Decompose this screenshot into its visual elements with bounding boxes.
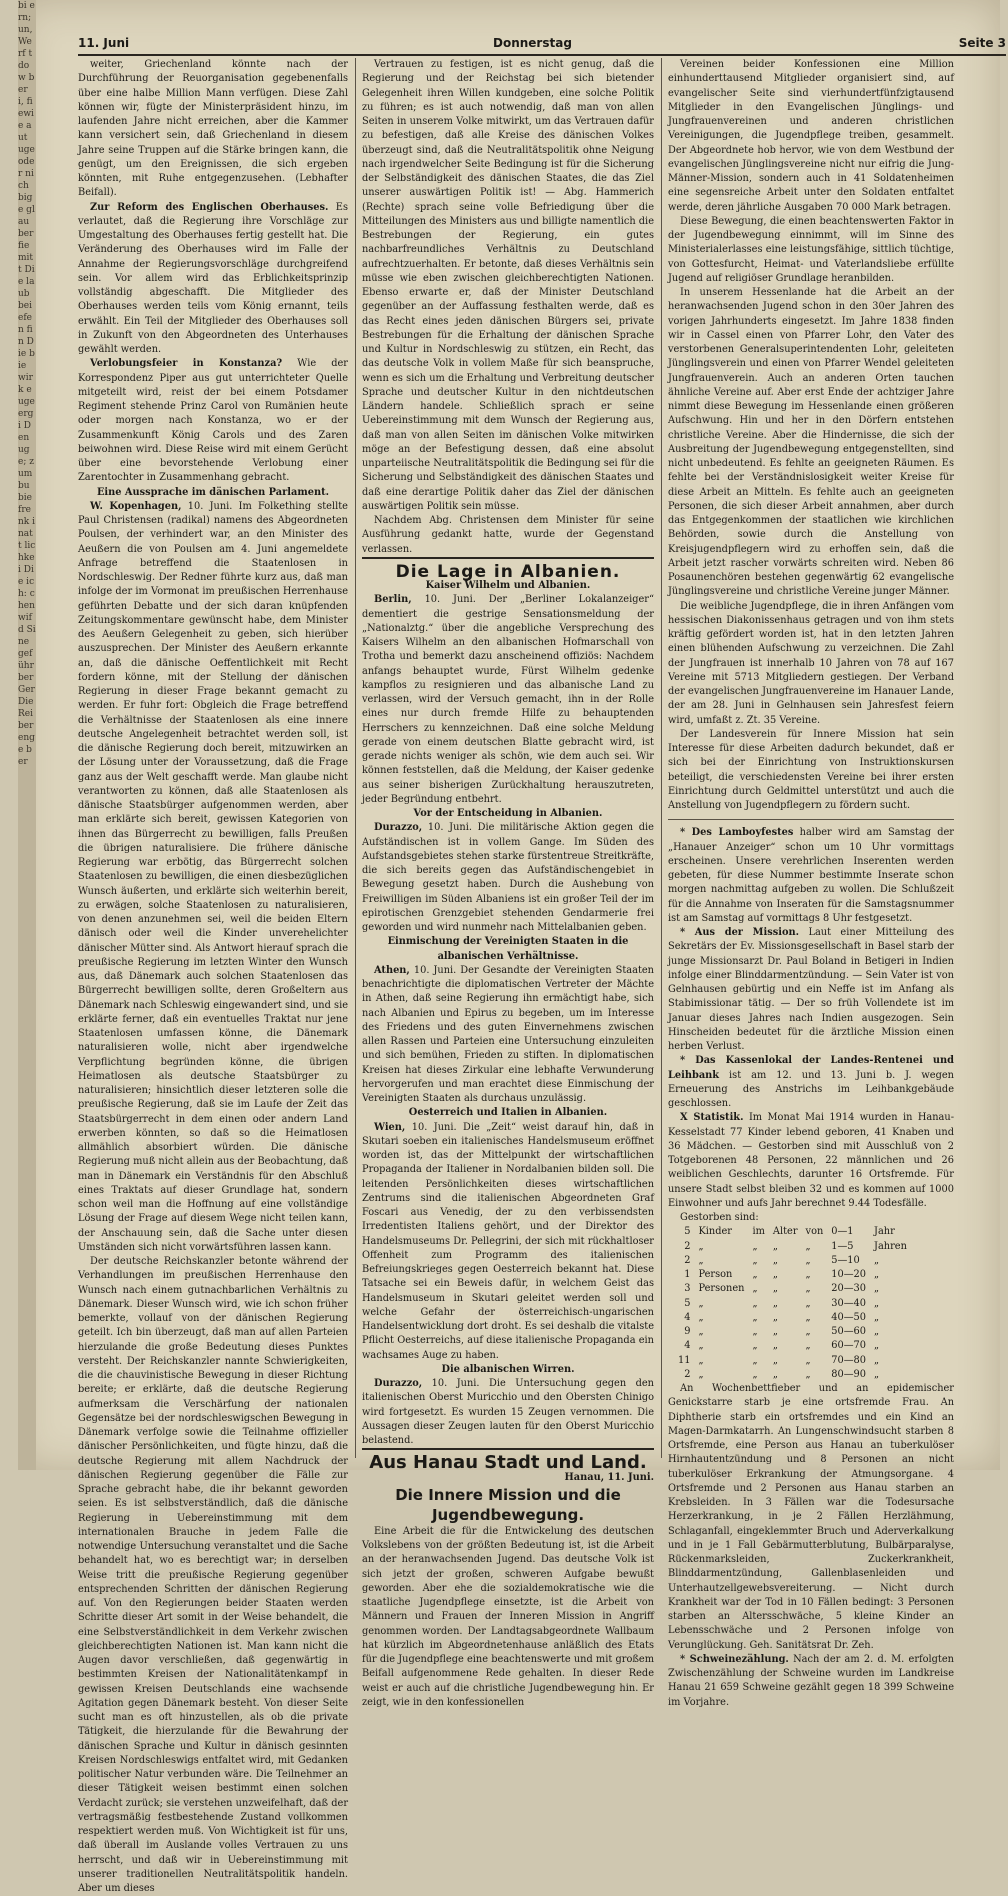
- table-row: [674, 1254, 911, 1268]
- section-heading: Oesterreich und Italien in Albanien.: [408, 1107, 608, 1119]
- table-cell: „: [752, 1311, 758, 1323]
- table-cell: 5: [684, 1226, 691, 1238]
- table-cell: „: [874, 1311, 880, 1323]
- table-cell: 50—60: [831, 1326, 867, 1337]
- table-cell: „: [874, 1283, 880, 1295]
- paragraph: [78, 201, 348, 358]
- paragraph: [362, 593, 654, 807]
- table-row: [674, 1282, 911, 1296]
- table-row: [674, 1354, 911, 1368]
- table-cell: „: [805, 1368, 811, 1380]
- section-heading: Die albanischen Wirren.: [441, 1363, 575, 1375]
- article-body: 10. Juni. Die militärische Aktion gegen die Aufständischen ist in vollem Gange. Im Süden des Aufstandsgebietes stehen starke fürstentreue Streitkräfte, die sich bereits gegen das Aufständischengebiet in Bewegung gesetzt haben. Durch die Aushebung von Freiwilligen im Süden Albaniens ist ein großer Teil der im epirotischen Grenzgebiet stehenden Gendarmerie frei geworden und wird nunmehr nach Mittelalbanien geben.: [362, 822, 654, 933]
- paragraph: [668, 1054, 954, 1111]
- dateline-place: Durazzo,: [374, 1378, 423, 1389]
- table-cell: „: [752, 1326, 758, 1337]
- table-cell: Jahr: [874, 1226, 895, 1238]
- table-cell: 2: [684, 1240, 691, 1252]
- article-body: 10. Juni. Die „Zeit“ weist darauf hin, daß in Skutari soeben ein italienisches Handelsmuseum eröffnet worden ist, das der Mittelpunkt der wirtschaftlichen Propaganda der Italiener in Nordalbanien bilden soll. Die leitenden Persönlichkeiten dieses wirtschaftlichen Zentrums sind die italienischen Abgeordneten Graf Foscari aus Venedig, der zu den verbissendsten Irredentisten Italiens gehört, und der Direktor des Handelsmuseums Dr. Pellegrini, der sich mit rückhaltloser Offenheit zum Programm des italienischen Befreiungskrieges gegen Oesterreich bekannt hat. Diese Tatsache sei ein Beweis dafür, in welchem Geist das Handelsmuseum in Skutari geleitet werden soll und welche Gefahr der österreichisch-ungarischen Handelsentwicklung dort droht. Es sei deshalb die vitalste Pflicht Oesterreichs, auf diese italienische Propaganda ein wachsames Auge zu haben.: [362, 1121, 654, 1361]
- dateline-place: Durazzo,: [374, 822, 423, 834]
- paragraph: An Wochenbettfieber und an epidemischer Genickstarre starb je eine ortsfremde Frau. An Diphtherie starb ein ortsfremdes und ein Kind an Magen-Darmkatarrh. An Lungenschwindsucht starben 8 Ortsfremde, eine Person aus Hanau an tuberkulöser Hirnhautentzündung und 8 Personen an nicht tuberkulöser Erkrankung der Atmungsorgane. 4 Ortsfremde und 2 Personen aus Hanau starben an Krebsleiden. In 3 Fällen war die Todesursache Herzerkrankung, in je 2 Fällen Herzlähmung, Schlaganfall, eingeklemmter Bruch und Aderverkalkung und in je 1 Fall Gebärmutterblutung, Bulbärparalyse, Rückenmarksleiden, Zuckerkrankheit, Blinddarmentzündung, Gallenblasenleiden und Unterhautzellgewebsvereiterung. — Nicht durch Krankheit war der Tod in 10 Fällen bedingt: 3 Personen starben an Altersschwäche, 5 kleine Kinder an Lebensschwäche und 2 Personen infolge von Verunglückung. Geh. Sanitätsrat Dr. Zeh.: [668, 1383, 954, 1651]
- table-cell: „: [874, 1354, 880, 1366]
- paragraph: Vertrauen zu festigen, ist es nicht genug, daß die Regierung und der Reichstag bei sich bietender Gelegenheit ihren Willen kundgeben, eine solche Politik zu führen; es ist auch notwendig, daß man von allen Seiten in unserem Volke mitwirkt, um das Vertrauen dafür zu befestigen, daß alle Kreise des dänischen Volkes überzeugt sind, daß die Neutralitätspolitik ohne Neigung nach irgendwelcher Seite Bedingung ist für die Sicherung der Selbständigkeit des dänischen Staates, die das Ziel unserer auswärtigen Politik ist! — Abg. Hammerich (Rechte) sprach seine volle Befriedigung über die Mitteilungen des Ministers aus und billigte namentlich die Bestrebungen der Regierung, ein gutes nachbarfreundliches Verhältnis zu Deutschland aufrechtzuerhalten. Er betonte, daß dieses Verhältnis sein müsse wie eben zwischen gleichberechtigten Nationen. Ebenso erwarte er, daß der Minister Deutschland gegenüber an der Auffassung festhalten werde, daß es das Recht eines jeden dänischen Bürgers sei, private Bestrebungen für die Erhaltung der dänischen Sprache und Kultur in Nordschleswig zu stützen, ein Recht, das das deutsche Volk in vollem Maße für sich beanspruche, wenn es sich um die Erhaltung und Verbreitung deutscher Sprache und deutscher Kultur in den nichtdeutschen Ländern handele. Schließlich sprach er seine Uebereinstimmung mit dem Wunsch der Regierung aus, daß man von allen Seiten im dänischen Volke mitwirken möge an der Befestigung dessen, daß eine absolut unparteiische Neutralitätspolitik die Bedingung sei für die Sicherung und Selbständigkeit des dänischen Staates und daß eine derartige Politik daher das Ziel der dänischen auswärtigen Politik sein müsse.: [362, 59, 654, 512]
- table-cell: „: [772, 1240, 778, 1252]
- paragraph: [668, 926, 954, 1054]
- section-heading: Eine Aussprache im dänischen Parlament.: [96, 486, 330, 498]
- table-cell: 4: [684, 1311, 691, 1323]
- table-cell: „: [698, 1326, 704, 1337]
- table-cell: „: [805, 1240, 811, 1252]
- table-row: [674, 1268, 911, 1282]
- column-divider: [355, 58, 356, 1458]
- newspaper-page: [18, 0, 1006, 1894]
- table-cell: Personen: [698, 1283, 745, 1295]
- page-header: [78, 36, 1008, 52]
- section-heading: Einmischung der Vereinigten Staaten in die albanischen Verhältnisse.: [387, 936, 629, 962]
- table-cell: Alter: [772, 1226, 798, 1238]
- paragraph: [668, 1111, 954, 1211]
- header-date: 11. Juni: [78, 36, 130, 50]
- table-cell: 80—90: [831, 1368, 867, 1380]
- table-cell: Jahren: [874, 1240, 907, 1252]
- paragraph: [362, 1377, 654, 1448]
- section-heading: Vor der Entscheidung in Albanien.: [413, 808, 603, 819]
- local-dateline: Hanau, 11. Juni.: [564, 1471, 654, 1483]
- table-cell: 20—30: [831, 1283, 867, 1295]
- paragraph: Diese Bewegung, die einen beachtenswerten Faktor in der Jugendbewegung einnimmt, will im Sinne des Ministerialerlasses eine leistungsfähige, sittlich tüchtige, von Gottesfurcht, Heimat- und Vaterlandsliebe erfüllte Jugend auf religiöser Grundlage heranbilden.: [668, 215, 954, 284]
- paragraph: [362, 1121, 654, 1363]
- article-body: halber wird am Samstag der „Hanauer Anzeiger“ schon um 10 Uhr vormittags erscheinen. Unsere verehrlichen Inserenten werden gebeten, für diese Nummer bestimmte Inserate schon morgen nachmittag aufgeben zu wollen. Die Schlußzeit für die Annahme von Inseraten für die Samstagsnummer ist am Samstag auf vormittags 8 Uhr festgesetzt.: [668, 827, 954, 924]
- article-body: 10. Juni. Der „Berliner Lokalanzeiger“ dementiert die gestrige Sensationsmeldung der „Nationalztg.“ über die angebliche Versprechung des Kaisers Wilhelm an den albanischen Hofmarschall von Trotha und bemerkt dazu anscheinend offiziös: Nachdem anfangs behauptet wurde, Fürst Wilhelm gedenke kampflos zu resignieren und das albanische Land zu verlassen, wird der Versuch gemacht, ihn in der Rolle eines nur durch fremde Hilfe zu behauptenden Herrschers zu kennzeichnen. Daß eine solche Meldung gerade von einem deutschen Blatte gebracht wird, ist gerade nichts weniger als schön, wie dem auch sei. Wir können feststellen, daß die Meldung, der Kaiser gedenke aus seiner bisherigen Zurückhaltung herauszutreten, jeder Begründung entbehrt.: [362, 594, 654, 805]
- table-cell: „: [772, 1254, 778, 1266]
- paragraph: [668, 826, 954, 926]
- section-heading: Kaiser Wilhelm und Albanien.: [425, 580, 591, 591]
- paragraph: Nachdem Abg. Christensen dem Minister für seine Ausführung gedankt hatte, wurde der Gegenstand verlassen.: [362, 515, 654, 555]
- dateline-place: W. Kopenhagen,: [90, 500, 182, 512]
- table-row: [674, 1311, 911, 1325]
- paragraph: Eine Arbeit die für die Entwickelung des deutschen Volkslebens von der größten Bedeutung ist, ist die Arbeit an der heranwachsenden Jugend. Das deutsche Volk ist sich jetzt der großen, schweren Aufgabe bewußt geworden. Aber ehe die sozialdemokratische wie die staatliche Jugendpflege einsetzte, ist die Arbeit von Männern und Frauen der Inneren Mission in Angriff genommen worden. Der Landtagsabgeordnete Wallbaum hat kürzlich im Abgeordnetenhause anläßlich des Etats für die Jugendpflege eine beachtenswerte und mit großem Beifall aufgenommene Rede gehalten. In dieser Rede weist er auch auf die christliche Jugendbewegung hin. Er zeigt, wie in den konfessionellen: [362, 1525, 654, 1708]
- table-cell: 40—50: [831, 1311, 867, 1323]
- paragraph: In unserem Hessenlande hat die Arbeit an der heranwachsenden Jugend schon in den 30er Jahren des vorigen Jahrhunderts eingesetzt. Im Jahre 1838 finden wir in Cassel einen von Pfarrer Lohr, den Vater des verstorbenen Generalsuperintendenten Lohr, geleiteten Jünglingsverein und einen von Pfarrer Wendel geleiteten Jungfrauenverein. Auch an anderen Orten tauchen ähnliche Vereine auf. Aber erst Ende der achtziger Jahre nimmt diese Bewegung im Hessenlande einen größeren Aufschwung. Hin und her in den Dörfern entstehen christliche Vereine. Aber die Hindernisse, die sich der Ausbreitung der Jugendbewegung entgegenstellten, sind nicht unbedeutend. Es fehlte an geeigneten Räumen. Es fehlte bei der Verständnislosigkeit weiter Kreise für diese Arbeit an Mitteln. Es fehlte auch an geeigneten Personen, die sich dieser Arbeit annahmen, aber durch das Entgegenkommen der staatlichen wie kirchlichen Behörden, sowie durch die Anstellung von Kreisjugendpflegern wird zu erhoffen sein, daß die Arbeit jetzt rascher vorwärts schreiten wird. Neben 86 Posaunenchören bestehen gegenwärtig 62 evangelische Jünglingsvereine und christliche Vereine junger Männer.: [668, 287, 954, 598]
- table-cell: „: [752, 1368, 758, 1380]
- table-cell: „: [772, 1354, 778, 1366]
- article-body: Es verlautet, daß die Regierung ihre Vorschläge zur Umgestaltung des Oberhauses fertig gestellt hat. Die Veränderung des Oberhauses wird im Falle der Annahme der Regierungsvorschläge durchgreifend sein. Vor allem wird das Erblichkeitsprinzip vollständig abgeschafft. Die Mitglieder des Oberhauses werden teils vom König ernannt, teils erwählt. Ein Teil der Mitglieder des Oberhauses soll in Zukunft von den Abgeordneten des Unterhauses gewählt werden.: [78, 201, 348, 355]
- table-cell: „: [805, 1311, 811, 1323]
- article-body: 10. Juni. Der Gesandte der Vereinigten Staaten benachrichtigte die diplomatischen Vertreter der Mächte in Athen, daß seine Regierung ihn ermächtigt habe, sich nach Albanien und Epirus zu begeben, um im Interesse des Friedens und des guten Einvernehmens zwischen allen Rassen und Parteien eine Untersuchung einzuleiten und sich bemühen, Frieden zu stiften. In diplomatischen Kreisen hat dieses Zirkular eine lebhafte Verwunderung hervorgerufen und man erachtet diese Einmischung der Vereinigten Staaten als durchaus unzulässig.: [362, 964, 654, 1104]
- table-cell: „: [698, 1340, 704, 1352]
- paragraph: Der Landesverein für Innere Mission hat sein Interesse für diese Arbeiten dadurch bekundet, daß er sich bei der Einrichtung von Instruktionskursen beteiligt, die verschiedensten Vereine bei ihrer ersten Einrichtung durch Geldmittel unterstützt und auch die Anstellung von Jugendpflegern zu fördern sucht.: [668, 728, 954, 811]
- table-cell: „: [772, 1269, 778, 1280]
- table-cell: „: [772, 1311, 778, 1323]
- mortality-table: [674, 1225, 911, 1382]
- table-cell: 3: [684, 1283, 691, 1295]
- article-body: 10. Juni. Im Folkething stellte Paul Christensen (radikal) namens des Abgeordneten Poulsen, der verhindert war, an den Minister des Aeußern die von Poulsen am 4. Juni angemeldete Anfrage betreffend die Staatenlosen in Nordschleswig. Der Redner führte kurz aus, daß man infolge der im Vormonat im preußischen Herrenhause geführten Debatte und der sich daran knüpfenden Zeitungskommentare gewünscht habe, dem Minister des Aeußern Gelegenheit zu geben, sich hierüber auszusprechen. Der Minister des Aeußern erkannte an, daß die dänische Oeffentlichkeit mit Recht fordern könne, mit der Stellung der dänischen Regierung in dieser Frage bekannt gemacht zu werden. Er fuhr fort: Obgleich die Frage betreffend die Verhältnisse der Staatenlosen als eine innere deutsche Angelegenheit betrachtet werden soll, ist die dänische Regierung doch bereit, mitzuwirken an der Lösung unter der Voraussetzung, daß die Frage ganz aus der Welt geschafft werde. Man glaube nicht verantworten zu können, daß alle Staatenlosen als dänische Staatsbürger aufgenommen werden, aber man erklärte sich bereit, gewissen Kategorien von ihnen das Bürgerrecht zu bewilligen, falls Preußen die übrigen naturalisiere. Die frühere dänische Regierung war erbötig, das Bürgerrecht solchen Staatenlosen zu bewilligen, die einen diesbezüglichen Wunsch äußerten, und erklärte sich weiterhin bereit, zu erwägen, solche Staatenlosen zu naturalisieren, von denen anzunehmen sei, weil die beiden Eltern dänisch oder weil die Kinder unverehelichter dänischer Mütter sind. Als Antwort hierauf sprach die preußische Regierung im letzten Winter den Wunsch aus, daß Dänemark auch solchen Staatenlosen das Bürgerrecht bewilligen sollte, deren Großeltern aus Dänemark nach Schleswig eingewandert sind, und sie erklärte ferner, daß ein eventuelles Traktat nur jene Staatenlosen umfassen könne, die Dänemark naturalisieren wolle, nicht aber irgendwelche Verpflichtung begründen könne, die übrigen Heimatlosen als deutsche Staatsbürger zu naturalisieren; hinsichtlich dieser letzteren solle die preußische Regierung, daß sie im Laufe der Zeit das Staatsbürgerrecht in dem einen oder andern Land erwerben könnten, so daß so die Heimatlosen allmählich absorbiert würden. Die dänische Regierung muß nicht allein aus der Beobachtung, daß man in Dänemark ein Verständnis für den Abschluß eines Traktats auf dieser Grundlage hat, sondern schon weil man die Hoffnung auf eine vollständige Lösung der Frage auf diesem Wege nicht teilen kann, der Anschauung sein, daß die Sache unter diesen Umständen sich nicht vorwärtsführen lassen kann.: [78, 500, 348, 1253]
- table-cell: 1—5: [831, 1240, 854, 1252]
- table-cell: 2: [684, 1254, 691, 1266]
- table-cell: „: [772, 1283, 778, 1295]
- table-cell: „: [752, 1297, 758, 1309]
- table-cell: „: [752, 1340, 758, 1352]
- headline-local-news: Aus Hanau Stadt und Land.: [362, 1448, 654, 1470]
- article-lead: * Das Kassenlokal der Landes-Rentenei und Leihbank: [668, 1055, 954, 1081]
- table-cell: „: [874, 1269, 880, 1280]
- table-cell: von: [805, 1226, 824, 1238]
- table-cell: „: [752, 1283, 758, 1295]
- table-cell: „: [752, 1240, 758, 1252]
- divider: [668, 819, 954, 820]
- table-cell: „: [698, 1311, 704, 1323]
- table-cell: 11: [678, 1354, 691, 1366]
- article-body: Wie der Korrespondenz Piper aus gut unterrichteter Quelle mitgeteilt wird, reist der bei einem Potsdamer Regiment stehende Prinz Carol von Rumänien heute oder morgen nach Konstanza, wo er der Zusammenkunft König Carols und des Zaren beiwohnen wird. Diese Reise wird mit einem Gerücht über eine bevorstehende Verlobung einer Zarentochter in Zusammenhang gebracht.: [78, 358, 348, 484]
- paragraph: [362, 821, 654, 935]
- table-row: [674, 1297, 911, 1311]
- table-cell: 1: [684, 1269, 691, 1280]
- table-cell: „: [805, 1254, 811, 1266]
- table-cell: „: [698, 1368, 704, 1380]
- table-row: [674, 1225, 911, 1239]
- headline-albania: Die Lage in Albanien.: [362, 557, 654, 579]
- column-1: [78, 58, 348, 1894]
- table-cell: „: [874, 1368, 880, 1380]
- table-cell: „: [698, 1354, 704, 1366]
- dateline-place: Wien,: [374, 1121, 406, 1133]
- table-row: [674, 1368, 911, 1382]
- header-page-number: Seite 3: [958, 36, 1006, 50]
- paragraph: Der deutsche Reichskanzler betonte während der Verhandlungen im preußischen Herrenhause den Wunsch nach einem gutnachbarlichen Verhältnis zu Dänemark. Dieser Wunsch wird, wie ich schon früher bemerkte, vollauf von der dänischen Regierung geteilt. Ich bin überzeugt, daß man auf allen Parteien hierzulande die große Bedeutung dieses Punktes versteht. Der Reichskanzler nannte Schwierigkeiten, die die chauvinistische Bewegung in dieser Richtung bereite; er erklärte, daß die deutsche Regierung aufmerksam die Verschärfung der nationalen Gegensätze bei der nordschleswigschen Bewegung in Dänemark verfolge sowie die Teilnahme offizieller dänischer Persönlichkeiten, und fügte hinzu, daß die deutsche Regierung mit allem Nachdruck der dänischen Regierung gegenüber die Fälle zur Sprache gebracht habe, die ihr bekannt geworden seien. Es ist selbstverständlich, daß die dänische Regierung in Uebereinstimmung mit dem internationalen Brauche in jedem Falle die notwendige Untersuchung veranstaltet und die Sache behandelt hat, wo es berechtigt war; in derselben Weise tritt die preußische Regierung gegenüber entsprechenden Schritten der dänischen Regierung auf. Von den Regierungen beider Staaten werden Schritte dieser Art somit in der Weise behandelt, die eine Selbstverständlichkeit in dem Verkehr zwischen gleichberechtigten Nationen ist. Man kann nicht die Augen davor verschließen, daß gegenwärtig in bestimmten Kreisen der Nationalitätenkampf in gewissen Kreisen Deutschlands eine wachsende Agitation gegen Dänemark besteht. Von dieser Seite sucht man es oft hinzustellen, als ob die private Tätigkeit, die hierzulande für die Bewahrung der dänischen Sprache und Kultur in dänisch gesinnten Kreisen Nordschleswigs entfaltet wird, mit Gedanken politischer Natur verbunden wäre. Die Teilnehmer an dieser Tätigkeit weisen bestimmt einen solchen Verdacht zurück; sie verstehen unzweifelhaft, daß der vertragsmäßig festbestehende Zustand vollkommen respektiert werden muß. Von Wichtigkeit ist für uns, daß überall im Auslande volles Vertrauen zu uns herrscht, und daß wir in Uebereinstimmung mit unserer traditionellen Neutralitätspolitik handeln. Aber um dieses: [78, 1256, 348, 1894]
- header-rule: [78, 54, 1006, 56]
- paragraph: [362, 964, 654, 1107]
- article-lead: * Des Lamboyfestes: [680, 827, 794, 839]
- paragraph: weiter, Griechenland könnte nach der Durchführung der Reuorganisation gegebenenfalls über eine halbe Million Mann verfügen. Diese Zahl können wir, fügte der Ministerpräsident hinzu, im laufenden Jahre nicht erreichen, aber die Kammer kann versichert sein, daß Griechenland in diesem Jahre seine Truppen auf die Stärke bringen kann, die genügt, um den Ereignissen, die sich ergeben könnten, mit Ruhe entgegenzusehen. (Lebhafter Beifall).: [78, 59, 348, 199]
- column-divider: [661, 58, 662, 1458]
- table-cell: „: [874, 1340, 880, 1352]
- table-cell: 70—80: [831, 1354, 867, 1366]
- article-lead: Verlobungsfeier in Konstanza?: [90, 358, 283, 370]
- paragraph: [668, 1653, 954, 1710]
- stats-intro: Gestorben sind:: [680, 1212, 759, 1223]
- table-cell: im: [752, 1226, 765, 1238]
- table-cell: „: [805, 1283, 811, 1295]
- table-cell: 30—40: [831, 1297, 867, 1309]
- table-cell: „: [805, 1326, 811, 1337]
- table-cell: „: [698, 1254, 704, 1266]
- table-cell: „: [772, 1340, 778, 1352]
- article-body: 10. Juni. Die Untersuchung gegen den italienischen Oberst Muricchio und den Obersten Chinigo wird fortgesetzt. Es wurden 15 Zeugen vernommen. Die Aussagen dieser Zeugen lauten für den Oberst Muricchio belastend.: [362, 1378, 654, 1446]
- table-cell: „: [874, 1254, 880, 1266]
- table-cell: „: [698, 1240, 704, 1252]
- table-cell: „: [874, 1326, 880, 1337]
- table-cell: „: [752, 1354, 758, 1366]
- table-row: [674, 1325, 911, 1339]
- adjacent-page-edge: bi ern; un, Werf tdow ber i, fi ewie aut uge oder nich bige glau ber fie mitt Die laub bei efen fin Die bie wirk euge ergi Den uge; zum bu bie frenk inatt lichkei Die ich: chen wifd Sine geführ ber Ger Die Rei ber enge ber: [18, 0, 36, 1470]
- article-lead: * Schweinezählung.: [680, 1653, 789, 1665]
- table-cell: 5: [684, 1297, 691, 1309]
- paragraph: [78, 357, 348, 485]
- table-cell: „: [805, 1340, 811, 1352]
- headline-inner-mission: Die Innere Mission und die Jugendbewegung.: [395, 1485, 621, 1524]
- table-cell: „: [805, 1297, 811, 1309]
- table-row: [674, 1339, 911, 1353]
- article-body: Im Monat Mai 1914 wurden in Hanau-Kesselstadt 77 Kinder lebend geboren, 41 Knaben und 36 Mädchen. — Gestorben sind mit Ausschluß von 2 Totgeborenen 48 Personen, 22 männlichen und 26 weiblichen Geschlechts, darunter 16 Ortsfremde. Für unsere Stadt selbst bleiben 32 und es kommen auf 1000 Einwohner und aufs Jahr berechnet 9.44 Todesfälle.: [668, 1112, 955, 1209]
- table-cell: Kinder: [698, 1226, 732, 1238]
- paragraph: [78, 500, 348, 1255]
- table-cell: „: [698, 1297, 704, 1309]
- paragraph: Die weibliche Jugendpflege, die in ihren Anfängen vom hessischen Diakonissenhaus getragen und von ihm stets kräftig gefördert worden ist, hat in den letzten Jahren einen blühenden Aufschwung zu verzeichnen. Die Zahl der Jungfrauen ist innerhalb 10 Jahren von 78 auf 167 Vereine mit 5713 Mitgliedern gestiegen. Der Verband der evangelischen Jungfrauenvereine im Hanauer Lande, der am 28. Juni in Gelnhausen sein Jahresfest feiern wird, umfaßt z. Zt. 35 Vereine.: [668, 600, 954, 726]
- article-lead: * Aus der Mission.: [680, 927, 800, 938]
- article-body: ist am 12. und 13. Juni b. J. wegen Erneuerung des Anstrichs im Leihbankgebäude geschlossen.: [668, 1069, 954, 1109]
- table-cell: 5—10: [831, 1254, 860, 1266]
- table-cell: 4: [684, 1340, 691, 1352]
- paragraph: Vereinen beider Konfessionen eine Million einhunderttausend Mitglieder organisiert sind, auf evangelischer Seite sind vierhundertfünfzigtausend Mitglieder in den Evangelischen Jünglings- und Jungfrauenvereinen und anderen christlichen Vereinigungen, die Jugendpflege treiben, gesammelt. Der Abgeordnete hob hervor, wie von dem Westbund der evangelischen Jünglingsvereine nicht nur eifrig die Jung-Männer-Mission, sondern auch in 41 Soldatenheimen eine segensreiche Arbeit unter den Soldaten entfaltet werde, deren jährliche Ausgaben 70 000 Mark betragen.: [668, 59, 954, 213]
- table-cell: 60—70: [831, 1340, 867, 1352]
- article-lead: Zur Reform des Englischen Oberhauses.: [90, 201, 329, 213]
- table-cell: „: [752, 1254, 758, 1266]
- table-cell: 2: [684, 1368, 691, 1380]
- table-cell: Person: [698, 1269, 733, 1280]
- table-cell: „: [805, 1354, 811, 1366]
- table-cell: 9: [684, 1326, 691, 1337]
- article-lead: X Statistik.: [680, 1112, 744, 1124]
- table-cell: „: [772, 1368, 778, 1380]
- table-cell: „: [874, 1297, 880, 1309]
- table-cell: „: [805, 1269, 811, 1280]
- table-cell: 10—20: [831, 1269, 867, 1280]
- column-2: [362, 58, 654, 1708]
- table-cell: 0—1: [831, 1226, 854, 1238]
- article-body: Nach der am 2. d. M. erfolgten Zwischenzählung der Schweine wurden im Landkreise Hanau 21 659 Schweine gezählt gegen 18 399 Schweine im Vorjahre.: [668, 1653, 954, 1708]
- table-row: [674, 1240, 911, 1254]
- header-day: Donnerstag: [493, 36, 572, 50]
- dateline-place: Berlin,: [374, 594, 412, 606]
- table-cell: „: [752, 1269, 758, 1280]
- article-body: Laut einer Mitteilung des Sekretärs der Ev. Missionsgesellschaft in Basel starb der junge Missionsarzt Dr. Paul Boland in Betigeri in Indien infolge einer Blinddarmentzündung. — Sein Vater ist von Gelnhausen gebürtig und ein Neffe ist im Anfang als Stabimissionar tätig. — Der so früh Vollendete ist im Januar dieses Jahres nach Indien ausgezogen. Sein Hinscheiden bedeutet für die ärztliche Mission einen herben Verlust.: [668, 927, 954, 1052]
- table-cell: „: [772, 1326, 778, 1337]
- table-cell: „: [772, 1297, 778, 1309]
- column-3: [668, 58, 955, 1708]
- dateline-place: Athen,: [374, 964, 410, 976]
